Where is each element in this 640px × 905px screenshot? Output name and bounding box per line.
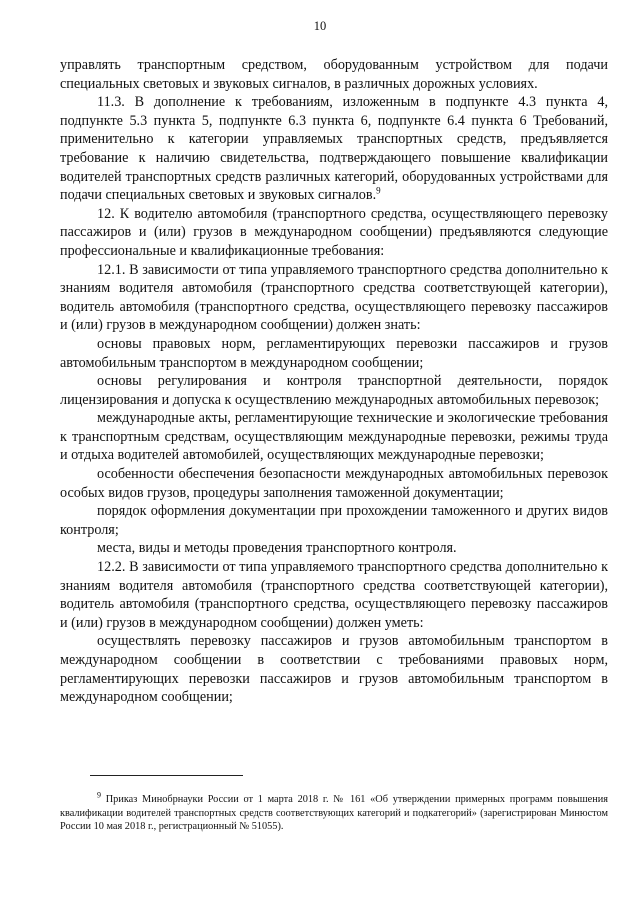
footnote-mark: 9 (97, 790, 101, 800)
list-item: основы правовых норм, регламентирующих перевозки пассажиров и грузов автомобильным транспортом в международном сообщении; (60, 335, 608, 371)
footnote-divider (90, 775, 243, 776)
paragraph-12-1: 12.1. В зависимости от типа управляемого транспортного средства дополнительно к знаниям водителя автомобиля (транспортного средства соответствующей категории), водитель автомобиля (транспортного средства, осуществляющего перевозку пассажиров и (или) грузов в международном сообщении) должен знать: (60, 261, 608, 334)
paragraph: управлять транспортным средством, оборудованным устройством для подачи специальных световых и звуковых сигналов, в различных дорожных условиях. (60, 57, 608, 92)
footnote-reference[interactable]: 9 (376, 185, 381, 196)
paragraph-11-3 (60, 93, 608, 205)
list-item: осуществлять перевозку пассажиров и грузов автомобильным транспортом в международном сообщении в соответствии с требованиями правовых норм, регламентирующих перевозки пассажиров и грузов автомобильным транспортом в международном сообщении; (60, 633, 608, 706)
footnote-text: Приказ Минобрнауки России от 1 марта 2018 г. № 161 «Об утверждении примерных программ повышения квалификации водителей транспортных средств соответствующих категорий и подкатегорий» (зарегистрирован Минюстом России 10 мая 2018 г., регистрационный № 51055). (60, 794, 608, 833)
body-text (60, 56, 608, 707)
paragraph-text: 11.3. В дополнение к требованиям, изложенным в подпункте 4.3 пункта 4, подпункте 5.3 пункта 5, подпункте 6.3 пункта 6, подпункте 6.4 пункта 6 Требований, применительно к категории управляемых транспортных средств, предъявляется требование к наличию свидетельства, подтверждающего повышение квалификации водителей транспортных средств различных категорий, оборудованных устройствами для подачи специальных световых и звуковых сигналов. (60, 94, 608, 204)
page-number: 10 (313, 19, 327, 33)
paragraph-12-2: 12.2. В зависимости от типа управляемого транспортного средства дополнительно к знаниям водителя автомобиля (транспортного средства соответствующей категории), водитель автомобиля (транспортного средства, осуществляющего перевозку пассажиров и (или) грузов в международном сообщении) должен уметь: (60, 559, 608, 631)
list-item: особенности обеспечения безопасности международных автомобильных перевозок особых видов грузов, процедуры заполнения таможенной документации; (60, 466, 608, 501)
list-item: основы регулирования и контроля транспортной деятельности, порядок лицензирования и допуска к осуществлению международных автомобильных перевозок; (60, 373, 608, 408)
paragraph-12: 12. К водителю автомобиля (транспортного средства, осуществляющего перевозку пассажиров и (или) грузов в международном сообщении) предъявляются следующие профессиональные и квалификационные требования: (60, 205, 608, 259)
footnote (60, 790, 608, 834)
footnote-paragraph (60, 790, 608, 834)
list-item: места, виды и методы проведения транспортного контроля. (97, 540, 457, 557)
list-item: международные акты, регламентирующие технические и экологические требования к транспортным средствам, осуществляющим международные перевозки, режимы труда и отдыха водителей автомобилей, осуществляющих международные перевозки; (60, 410, 608, 464)
list-item: порядок оформления документации при прохождении таможенного и других видов контроля; (60, 503, 608, 538)
